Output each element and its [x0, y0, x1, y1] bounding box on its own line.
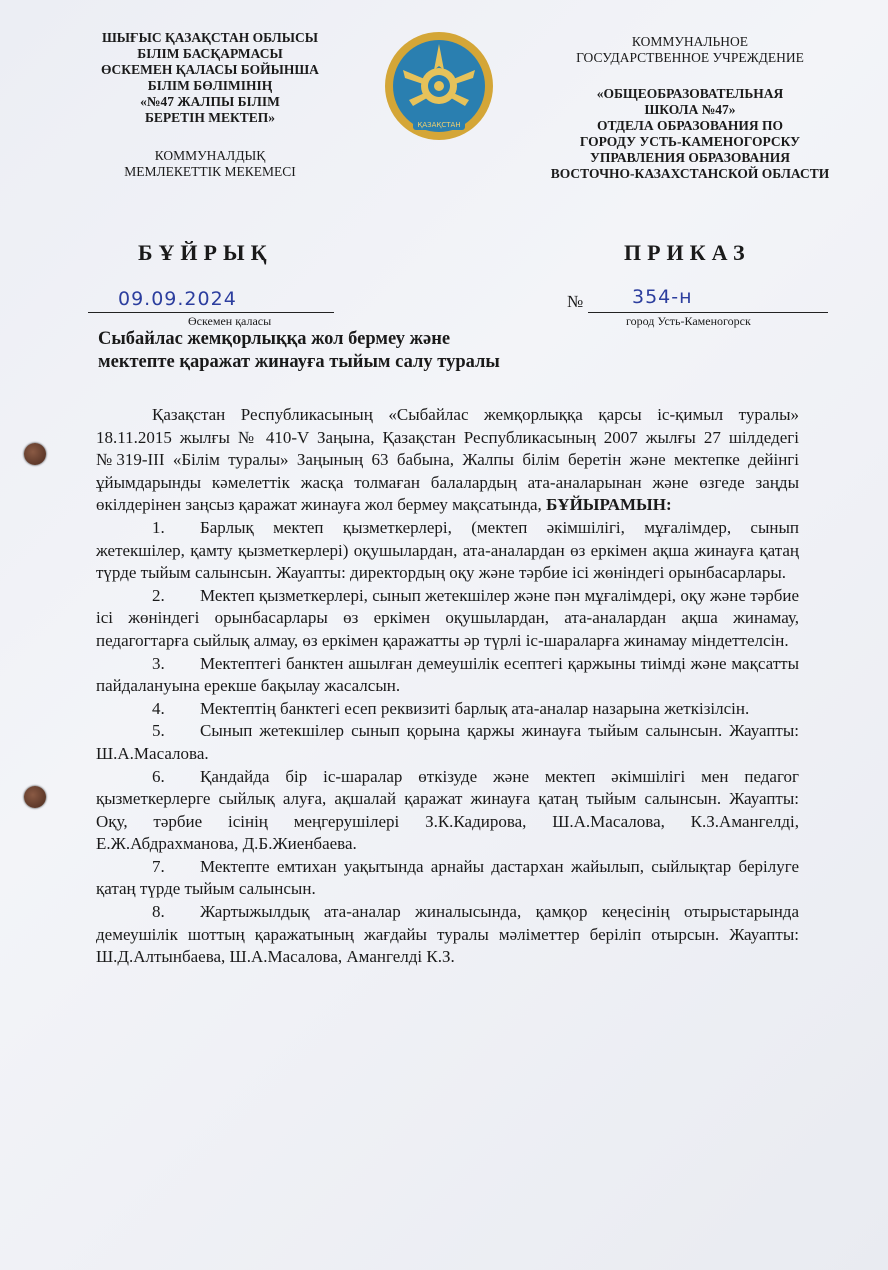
- header-right-line: ВОСТОЧНО-КАЗАХСТАНСКОЙ ОБЛАСТИ: [550, 166, 830, 181]
- header-right-line: ШКОЛА №47»: [644, 102, 736, 117]
- header-right-sub: ГОСУДАРСТВЕННОЕ УЧРЕЖДЕНИЕ: [576, 50, 804, 65]
- punch-hole: [24, 443, 46, 465]
- preamble: [96, 404, 799, 517]
- city-kz: Өскемен қаласы: [188, 314, 272, 328]
- item-number: 8.: [152, 902, 165, 922]
- list-item: [96, 698, 799, 721]
- item-text: Мектеп қызметкерлері, сынып жетекшілер және пән мұғалімдері, оқу және тәрбие ісі жөніндегі орынбасарлары өз еркімен оқушылардан, ата-аналардан ақша жинамау, педагогтарға сыйлық алмау, өз еркімен қаражатты әр түрлі іс-шараларға жинамау міндеттелсін.: [96, 585, 799, 650]
- list-item: [96, 901, 799, 969]
- header-left-line: ШЫҒЫС ҚАЗАҚСТАН ОБЛЫСЫ: [101, 30, 319, 45]
- header-right: [520, 34, 860, 182]
- item-number: 4.: [152, 698, 165, 718]
- header-left-sub: МЕМЛЕКЕТТІК МЕКЕМЕСІ: [124, 164, 296, 179]
- subject-line: мектепте қаражат жинауға тыйым салу туралы: [98, 352, 500, 372]
- item-number: 5.: [152, 721, 165, 741]
- list-item: [96, 720, 799, 765]
- number-handwritten: 354-н: [632, 286, 693, 308]
- list-item: [96, 766, 799, 856]
- document-body: [96, 404, 799, 969]
- state-emblem-icon: [383, 30, 495, 142]
- item-text: Барлық мектеп қызметкерлері, (мектеп әкімшілігі, мұғалімдер, сынып жетекшілер, қамту қызметкерлері) оқушылардан, ата-аналардан өз еркімен ақша жинауға қатаң түрде тыйым салынсын. Жауапты: директордың оқу және тәрбие ісі жөніндегі орынбасарлары.: [96, 517, 799, 583]
- punch-hole: [24, 786, 46, 808]
- header-right-line: УПРАВЛЕНИЯ ОБРАЗОВАНИЯ: [590, 150, 790, 165]
- item-number: 7.: [152, 856, 165, 876]
- header-left-line: «№47 ЖАЛПЫ БІЛІМ: [140, 94, 280, 109]
- subject-line: Сыбайлас жемқорлыққа жол бермеу және: [98, 329, 451, 349]
- number-prefix: №: [567, 292, 584, 311]
- header-left: [80, 30, 340, 180]
- item-text: Жартыжылдық ата-аналар жиналысында, қамқор кеңесінің отырыстарында демеушілік шоттың қаражатының жағдайы туралы мәліметтер беріліп отырсын. Жауапты: Ш.Д.Алтынбаева, Ш.А.Масалова, Амангелді К.З.: [96, 902, 799, 967]
- emblem-text: ҚАЗАҚСТАН: [417, 121, 461, 129]
- header-left-line: БІЛІМ БАСҚАРМАСЫ: [137, 46, 283, 61]
- list-item: [96, 517, 799, 585]
- header-left-line: БІЛІМ БӨЛІМІНІҢ: [147, 78, 273, 93]
- list-item: [96, 856, 799, 901]
- header-right-sub: КОММУНАЛЬНОЕ: [631, 34, 749, 49]
- header-right-line: ГОРОДУ УСТЬ-КАМЕНОГОРСКУ: [579, 134, 801, 149]
- item-number: 2.: [152, 585, 165, 605]
- header-right-line: ОТДЕЛА ОБРАЗОВАНИЯ ПО: [597, 118, 783, 133]
- item-text: Қандайда бір іс-шаралар өткізуде және мектеп әкімшілігі мен педагог қызметкерлерге сыйлық алуға, ақшалай қаражат жинауға қатаң тыйым салынсын. Жауапты: Оқу, тәрбие ісінің меңгерушілері З.К.Кадирова, Ш.А.Масалова, К.З.Амангелді, Е.Ж.Абдрахманова, Д.Б.Жиенбаева.: [96, 766, 799, 854]
- subject: [98, 328, 500, 374]
- item-number: 3.: [152, 653, 165, 673]
- header-left-sub: КОММУНАЛДЫҚ: [154, 148, 266, 163]
- header-left-line: БЕРЕТІН МЕКТЕП»: [144, 110, 276, 125]
- item-text: Мектепте емтихан уақытында арнайы дастархан жайылып, сыйлықтар берілуге қатаң түрде тыйым салынсын.: [96, 856, 799, 899]
- city-ru: город Усть-Каменогорск: [626, 314, 751, 328]
- list-item: [96, 585, 799, 653]
- list-item: [96, 653, 799, 698]
- date-handwritten: 09.09.2024: [118, 288, 237, 310]
- title-kz: БҰЙРЫҚ: [138, 240, 273, 265]
- header-right-line: «ОБЩЕОБРАЗОВАТЕЛЬНАЯ: [596, 86, 784, 101]
- number-line: [588, 292, 828, 313]
- header-left-line: ӨСКЕМЕН ҚАЛАСЫ БОЙЫНША: [101, 62, 319, 77]
- item-text: Мектептің банктегі есеп реквизиті барлық ата-аналар назарына жеткізілсін.: [200, 698, 750, 718]
- item-text: Сынып жетекшілер сынып қорына қаржы жинауға тыйым салынсын. Жауапты: Ш.А.Масалова.: [96, 721, 799, 763]
- title-ru: ПРИКАЗ: [624, 240, 751, 265]
- order-word: БҰЙЫРАМЫН:: [546, 495, 672, 515]
- item-text: Мектептегі банктен ашылған демеушілік есептегі қаржыны тиімді және мақсатты пайдалануына ерекше бақылау жасалсын.: [96, 653, 799, 696]
- item-number: 6.: [152, 766, 165, 786]
- item-number: 1.: [152, 517, 165, 537]
- preamble-text: Қазақстан Республикасының «Сыбайлас жемқорлыққа қарсы іс-қимыл туралы» 18.11.2015 жылғы № 410-V Заңына, Қазақстан Республикасының 2007 жылғы 27 шілдедегі №319-III «Білім туралы» Заңының 63 бабына, Жалпы білім беретін және мектепке дейінгі ұйымдарынды кәмелеттік жасқа толмаған балалардың ата-аналарынан және өзгеде заңды өкілдерінен заңсыз қаражат жинауға жол бермеу мақсатында,: [96, 405, 799, 515]
